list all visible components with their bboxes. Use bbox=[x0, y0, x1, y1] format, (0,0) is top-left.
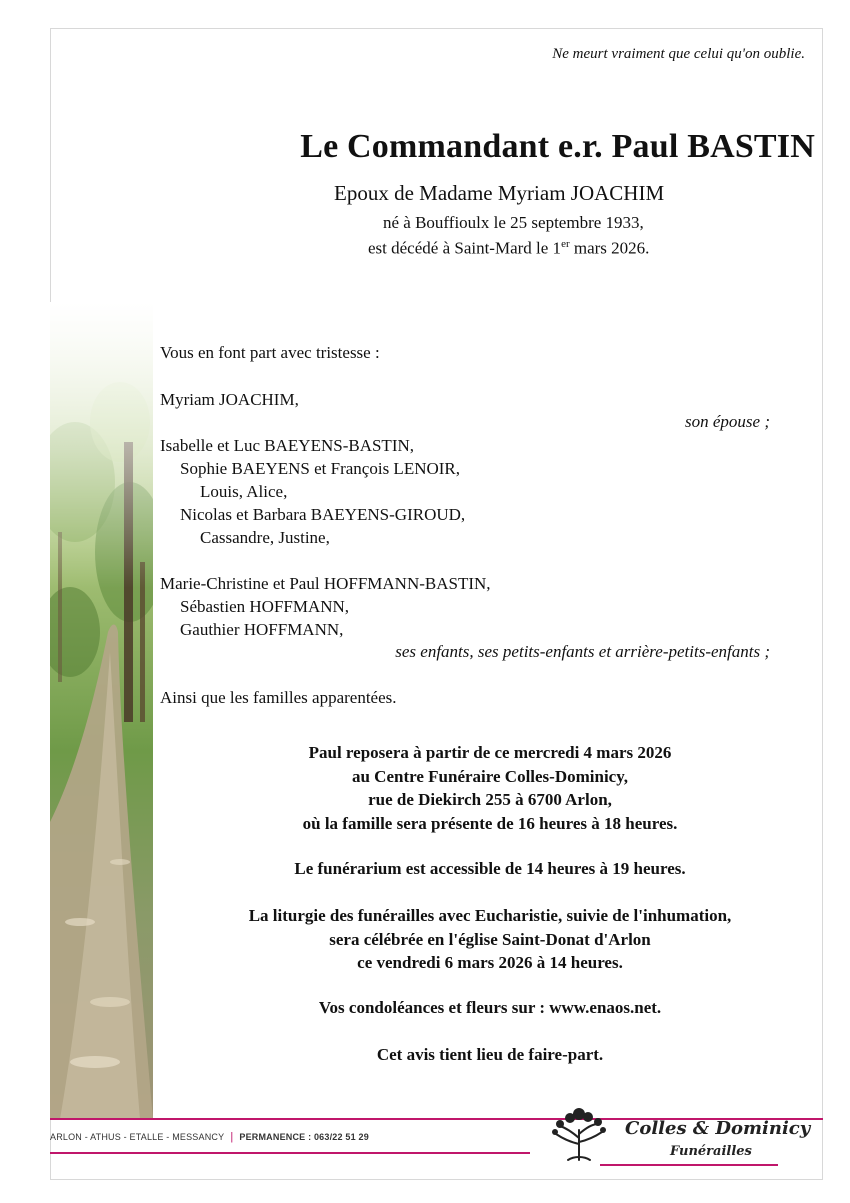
family-member: Sophie BAEYENS et François LENOIR, bbox=[180, 459, 461, 478]
liturgy-info bbox=[150, 904, 830, 975]
viewing-line: rue de Diekirch 255 à 6700 Arlon, bbox=[368, 790, 612, 809]
children-role: ses enfants, ses petits-enfants et arrière-petits-enfants ; bbox=[395, 642, 770, 661]
funerarium-hours: Le funérarium est accessible de 14 heures à 19 heures. bbox=[294, 859, 686, 878]
death-ordinal: er bbox=[561, 238, 570, 250]
liturgy-line: sera célébrée en l'église Saint-Donat d'Arlon bbox=[329, 929, 651, 949]
funeral-home-logo-name: Colles & Dominicy bbox=[625, 1118, 811, 1139]
family-member: Sébastien HOFFMANN, bbox=[180, 597, 350, 616]
family-member: Nicolas et Barbara BAEYENS-GIROUD, bbox=[180, 505, 466, 524]
liturgy-line: ce vendredi 6 mars 2026 à 14 heures. bbox=[357, 953, 623, 972]
family-member: Cassandre, Justine, bbox=[200, 528, 330, 547]
birth-line: né à Bouffioulx le 25 septembre 1933, bbox=[383, 213, 644, 232]
footer-bottom-rule bbox=[50, 1152, 530, 1154]
family-member: Gauthier HOFFMANN, bbox=[180, 620, 344, 639]
spouse-name: Myriam JOACHIM, bbox=[160, 390, 299, 409]
logo-underline bbox=[600, 1164, 778, 1166]
viewing-line: Paul reposera à partir de ce mercredi 4 mars 2026 bbox=[308, 743, 672, 762]
epigraph-quote: Ne meurt vraiment que celui qu'on oublie. bbox=[552, 46, 805, 62]
death-suffix: mars 2026. bbox=[569, 238, 650, 258]
family-member: Isabelle et Luc BAEYENS-BASTIN, bbox=[160, 436, 415, 455]
viewing-line: au Centre Funéraire Colles-Dominicy, bbox=[351, 766, 629, 786]
spouse-subtitle: Epoux de Madame Myriam JOACHIM bbox=[334, 181, 665, 205]
notice-line: Cet avis tient lieu de faire-part. bbox=[376, 1045, 604, 1064]
deceased-name-title: Le Commandant e.r. Paul BASTIN bbox=[300, 128, 815, 165]
viewing-line: où la famille sera présente de 16 heures à 18 heures. bbox=[302, 813, 678, 833]
footer-permanence: PERMANENCE : 063/22 51 29 bbox=[239, 1132, 369, 1142]
death-line bbox=[368, 238, 649, 259]
liturgy-line: La liturgie des funérailles avec Eucharistie, suivie de l'inhumation, bbox=[248, 906, 732, 925]
tree-icon bbox=[548, 1104, 610, 1167]
footer-locations: ARLON - ATHUS - ETALLE - MESSANCY bbox=[50, 1132, 225, 1142]
intro-line: Vous en font part avec tristesse : bbox=[160, 343, 380, 362]
death-prefix: est décédé à Saint-Mard le 1 bbox=[368, 238, 562, 258]
footer-separator: | bbox=[230, 1131, 234, 1143]
viewing-info bbox=[150, 741, 830, 835]
condolences-line: Vos condoléances et fleurs sur : www.enaos.net. bbox=[318, 998, 662, 1017]
funeral-home-logo-subtitle: Funérailles bbox=[670, 1144, 752, 1159]
family-member: Louis, Alice, bbox=[200, 482, 288, 501]
forest-path-photo bbox=[50, 302, 153, 1119]
spouse-role: son épouse ; bbox=[685, 412, 770, 431]
closing-line: Ainsi que les familles apparentées. bbox=[160, 688, 397, 707]
family-member: Marie-Christine et Paul HOFFMANN-BASTIN, bbox=[160, 574, 491, 593]
footer-contact bbox=[50, 1131, 369, 1143]
